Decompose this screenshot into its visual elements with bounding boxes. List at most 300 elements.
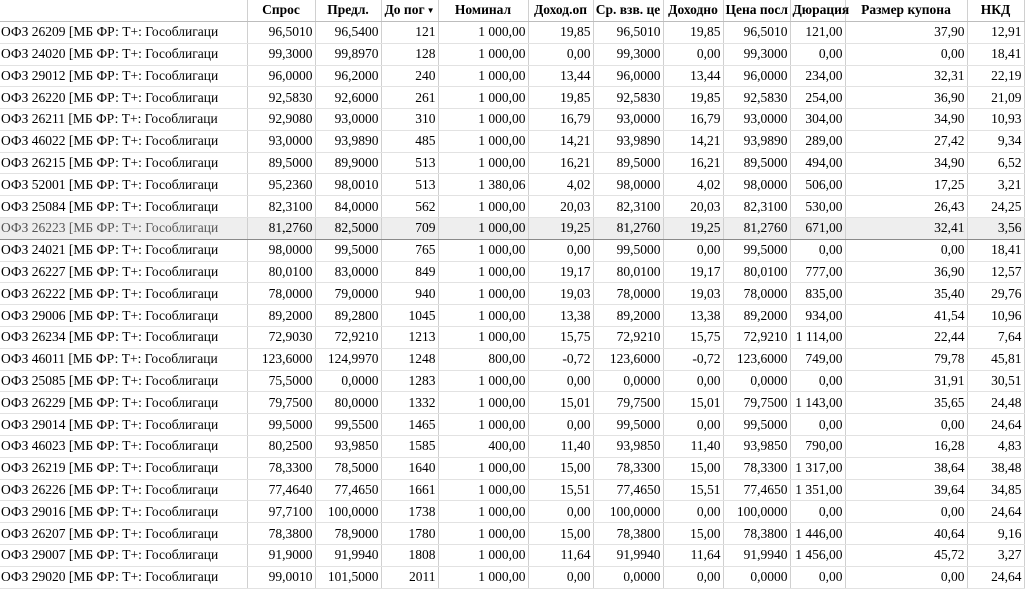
cell-yield-offer[interactable]: 0,00 [528,239,593,261]
cell-coupon-size[interactable]: 34,90 [845,109,967,131]
cell-yield[interactable]: 0,00 [663,501,723,523]
cell-yield-offer[interactable]: 11,40 [528,436,593,458]
cell-bid[interactable]: 80,0100 [247,261,315,283]
cell-offer[interactable]: 124,9970 [315,348,381,370]
cell-yield-offer[interactable]: 0,00 [528,566,593,588]
table-row[interactable] [0,239,1024,261]
column-header-weighted-avg-price[interactable]: Ср. взв. це [593,0,663,21]
cell-last-price[interactable]: 93,9890 [723,130,790,152]
cell-offer[interactable]: 77,4650 [315,479,381,501]
cell-offer[interactable]: 78,9000 [315,523,381,545]
cell-yield[interactable]: 0,00 [663,239,723,261]
cell-days-to-maturity[interactable]: 310 [381,109,438,131]
cell-nominal[interactable]: 1 000,00 [438,501,528,523]
cell-coupon-size[interactable]: 17,25 [845,174,967,196]
cell-duration[interactable]: 254,00 [790,87,845,109]
cell-accrued-interest[interactable]: 24,48 [967,392,1024,414]
cell-weighted-avg-price[interactable]: 89,2000 [593,305,663,327]
cell-yield[interactable]: 14,21 [663,130,723,152]
cell-days-to-maturity[interactable]: 1465 [381,414,438,436]
cell-nominal[interactable]: 1 000,00 [438,196,528,218]
cell-accrued-interest[interactable]: 4,83 [967,436,1024,458]
cell-name[interactable]: ОФЗ 29012 [МБ ФР: Т+: Гособлигаци [0,65,247,87]
cell-weighted-avg-price[interactable]: 93,9890 [593,130,663,152]
cell-name[interactable]: ОФЗ 29007 [МБ ФР: Т+: Гособлигаци [0,545,247,567]
cell-last-price[interactable]: 82,3100 [723,196,790,218]
cell-last-price[interactable]: 91,9940 [723,545,790,567]
cell-yield[interactable]: 19,17 [663,261,723,283]
cell-coupon-size[interactable]: 35,40 [845,283,967,305]
cell-offer[interactable]: 98,0010 [315,174,381,196]
cell-bid[interactable]: 78,3800 [247,523,315,545]
cell-name[interactable]: ОФЗ 29006 [МБ ФР: Т+: Гособлигаци [0,305,247,327]
cell-offer[interactable]: 99,8970 [315,43,381,65]
cell-name[interactable]: ОФЗ 29014 [МБ ФР: Т+: Гособлигаци [0,414,247,436]
cell-duration[interactable]: 777,00 [790,261,845,283]
cell-offer[interactable]: 91,9940 [315,545,381,567]
cell-last-price[interactable]: 96,0000 [723,65,790,87]
column-header-nominal[interactable]: Номинал [438,0,528,21]
cell-last-price[interactable]: 123,6000 [723,348,790,370]
cell-bid[interactable]: 92,5830 [247,87,315,109]
table-row[interactable] [0,218,1024,240]
table-row[interactable] [0,87,1024,109]
cell-name[interactable]: ОФЗ 26226 [МБ ФР: Т+: Гособлигаци [0,479,247,501]
cell-nominal[interactable]: 1 000,00 [438,239,528,261]
cell-yield-offer[interactable]: 19,85 [528,87,593,109]
column-header-yield[interactable]: Доходно [663,0,723,21]
cell-weighted-avg-price[interactable]: 80,0100 [593,261,663,283]
cell-offer[interactable]: 93,9890 [315,130,381,152]
column-header-offer[interactable]: Предл. [315,0,381,21]
cell-duration[interactable]: 671,00 [790,218,845,240]
cell-yield[interactable]: -0,72 [663,348,723,370]
cell-weighted-avg-price[interactable]: 78,3800 [593,523,663,545]
cell-yield[interactable]: 15,01 [663,392,723,414]
cell-accrued-interest[interactable]: 21,09 [967,87,1024,109]
cell-duration[interactable]: 494,00 [790,152,845,174]
cell-nominal[interactable]: 1 000,00 [438,130,528,152]
cell-weighted-avg-price[interactable]: 99,5000 [593,414,663,436]
cell-bid[interactable]: 91,9000 [247,545,315,567]
cell-yield-offer[interactable]: 15,51 [528,479,593,501]
cell-weighted-avg-price[interactable]: 78,0000 [593,283,663,305]
cell-last-price[interactable]: 92,5830 [723,87,790,109]
cell-last-price[interactable]: 99,5000 [723,414,790,436]
cell-yield-offer[interactable]: 14,21 [528,130,593,152]
cell-yield[interactable]: 15,75 [663,327,723,349]
cell-yield-offer[interactable]: 13,38 [528,305,593,327]
cell-coupon-size[interactable]: 39,64 [845,479,967,501]
column-header-duration[interactable]: Дюрация [790,0,845,21]
cell-coupon-size[interactable]: 22,44 [845,327,967,349]
cell-days-to-maturity[interactable]: 121 [381,21,438,43]
cell-weighted-avg-price[interactable]: 78,3300 [593,457,663,479]
cell-yield-offer[interactable]: 0,00 [528,43,593,65]
cell-yield-offer[interactable]: 19,25 [528,218,593,240]
column-header-last-price[interactable]: Цена посл [723,0,790,21]
cell-yield[interactable]: 19,85 [663,21,723,43]
cell-accrued-interest[interactable]: 10,93 [967,109,1024,131]
cell-offer[interactable]: 99,5500 [315,414,381,436]
cell-offer[interactable]: 89,2800 [315,305,381,327]
cell-offer[interactable]: 96,2000 [315,65,381,87]
cell-days-to-maturity[interactable]: 1248 [381,348,438,370]
table-row[interactable] [0,305,1024,327]
cell-offer[interactable]: 99,5000 [315,239,381,261]
cell-days-to-maturity[interactable]: 1738 [381,501,438,523]
cell-accrued-interest[interactable]: 9,16 [967,523,1024,545]
cell-nominal[interactable]: 1 000,00 [438,218,528,240]
table-row[interactable] [0,457,1024,479]
cell-yield[interactable]: 0,00 [663,566,723,588]
cell-coupon-size[interactable]: 79,78 [845,348,967,370]
cell-duration[interactable]: 1 114,00 [790,327,845,349]
cell-accrued-interest[interactable]: 24,64 [967,566,1024,588]
cell-yield-offer[interactable]: 0,00 [528,501,593,523]
cell-yield-offer[interactable]: 0,00 [528,414,593,436]
cell-nominal[interactable]: 1 000,00 [438,283,528,305]
cell-accrued-interest[interactable]: 34,85 [967,479,1024,501]
cell-last-price[interactable]: 78,3800 [723,523,790,545]
cell-duration[interactable]: 790,00 [790,436,845,458]
cell-accrued-interest[interactable]: 12,91 [967,21,1024,43]
cell-yield[interactable]: 0,00 [663,370,723,392]
cell-yield[interactable]: 0,00 [663,414,723,436]
cell-accrued-interest[interactable]: 18,41 [967,43,1024,65]
cell-accrued-interest[interactable]: 6,52 [967,152,1024,174]
cell-offer[interactable]: 78,5000 [315,457,381,479]
cell-duration[interactable]: 121,00 [790,21,845,43]
cell-days-to-maturity[interactable]: 709 [381,218,438,240]
table-row[interactable] [0,436,1024,458]
table-row[interactable] [0,21,1024,43]
cell-coupon-size[interactable]: 45,72 [845,545,967,567]
cell-accrued-interest[interactable]: 24,64 [967,414,1024,436]
cell-accrued-interest[interactable]: 29,76 [967,283,1024,305]
cell-days-to-maturity[interactable]: 940 [381,283,438,305]
cell-coupon-size[interactable]: 0,00 [845,239,967,261]
cell-days-to-maturity[interactable]: 128 [381,43,438,65]
cell-yield-offer[interactable]: 16,79 [528,109,593,131]
cell-yield-offer[interactable]: 4,02 [528,174,593,196]
cell-yield[interactable]: 11,64 [663,545,723,567]
cell-offer[interactable]: 100,0000 [315,501,381,523]
cell-coupon-size[interactable]: 26,43 [845,196,967,218]
table-row[interactable] [0,392,1024,414]
cell-offer[interactable]: 80,0000 [315,392,381,414]
cell-duration[interactable]: 934,00 [790,305,845,327]
cell-days-to-maturity[interactable]: 1283 [381,370,438,392]
cell-yield-offer[interactable]: 13,44 [528,65,593,87]
cell-days-to-maturity[interactable]: 513 [381,174,438,196]
cell-weighted-avg-price[interactable]: 96,0000 [593,65,663,87]
cell-last-price[interactable]: 93,0000 [723,109,790,131]
cell-last-price[interactable]: 78,0000 [723,283,790,305]
cell-coupon-size[interactable]: 0,00 [845,566,967,588]
cell-days-to-maturity[interactable]: 1640 [381,457,438,479]
cell-bid[interactable]: 97,7100 [247,501,315,523]
cell-offer[interactable]: 89,9000 [315,152,381,174]
cell-duration[interactable]: 0,00 [790,501,845,523]
cell-offer[interactable]: 101,5000 [315,566,381,588]
cell-name[interactable]: ОФЗ 46011 [МБ ФР: Т+: Гособлигаци [0,348,247,370]
cell-name[interactable]: ОФЗ 26207 [МБ ФР: Т+: Гособлигаци [0,523,247,545]
cell-nominal[interactable]: 1 000,00 [438,414,528,436]
table-row[interactable] [0,545,1024,567]
cell-coupon-size[interactable]: 0,00 [845,501,967,523]
cell-nominal[interactable]: 1 000,00 [438,21,528,43]
cell-weighted-avg-price[interactable]: 0,0000 [593,566,663,588]
cell-nominal[interactable]: 1 000,00 [438,392,528,414]
cell-last-price[interactable]: 99,5000 [723,239,790,261]
cell-coupon-size[interactable]: 31,91 [845,370,967,392]
cell-nominal[interactable]: 1 000,00 [438,261,528,283]
cell-bid[interactable]: 82,3100 [247,196,315,218]
cell-bid[interactable]: 99,0010 [247,566,315,588]
cell-nominal[interactable]: 1 000,00 [438,65,528,87]
cell-coupon-size[interactable]: 34,90 [845,152,967,174]
cell-days-to-maturity[interactable]: 1213 [381,327,438,349]
cell-weighted-avg-price[interactable]: 82,3100 [593,196,663,218]
column-header-accrued-interest[interactable]: НКД [967,0,1024,21]
cell-weighted-avg-price[interactable]: 77,4650 [593,479,663,501]
cell-name[interactable]: ОФЗ 26215 [МБ ФР: Т+: Гособлигаци [0,152,247,174]
cell-duration[interactable]: 234,00 [790,65,845,87]
cell-name[interactable]: ОФЗ 25084 [МБ ФР: Т+: Гособлигаци [0,196,247,218]
cell-weighted-avg-price[interactable]: 79,7500 [593,392,663,414]
cell-nominal[interactable]: 1 000,00 [438,152,528,174]
cell-duration[interactable]: 0,00 [790,566,845,588]
table-row[interactable] [0,370,1024,392]
cell-bid[interactable]: 79,7500 [247,392,315,414]
cell-weighted-avg-price[interactable]: 92,5830 [593,87,663,109]
cell-last-price[interactable]: 79,7500 [723,392,790,414]
column-header-yield-offer[interactable]: Доход.оп [528,0,593,21]
column-header-days-to-maturity[interactable] [381,0,438,21]
cell-nominal[interactable]: 1 000,00 [438,523,528,545]
cell-coupon-size[interactable]: 0,00 [845,43,967,65]
cell-bid[interactable]: 93,0000 [247,130,315,152]
cell-duration[interactable]: 506,00 [790,174,845,196]
cell-last-price[interactable]: 78,3300 [723,457,790,479]
cell-days-to-maturity[interactable]: 513 [381,152,438,174]
cell-bid[interactable]: 123,6000 [247,348,315,370]
cell-coupon-size[interactable]: 36,90 [845,261,967,283]
cell-yield-offer[interactable]: 15,75 [528,327,593,349]
table-row[interactable] [0,196,1024,218]
cell-yield-offer[interactable]: 19,85 [528,21,593,43]
cell-days-to-maturity[interactable]: 261 [381,87,438,109]
cell-yield-offer[interactable]: 0,00 [528,370,593,392]
cell-coupon-size[interactable]: 16,28 [845,436,967,458]
cell-days-to-maturity[interactable]: 1045 [381,305,438,327]
cell-last-price[interactable]: 89,5000 [723,152,790,174]
cell-accrued-interest[interactable]: 24,25 [967,196,1024,218]
cell-duration[interactable]: 749,00 [790,348,845,370]
cell-bid[interactable]: 81,2760 [247,218,315,240]
cell-yield[interactable]: 11,40 [663,436,723,458]
cell-duration[interactable]: 530,00 [790,196,845,218]
cell-name[interactable]: ОФЗ 46022 [МБ ФР: Т+: Гособлигаци [0,130,247,152]
cell-coupon-size[interactable]: 27,42 [845,130,967,152]
cell-days-to-maturity[interactable]: 1332 [381,392,438,414]
cell-offer[interactable]: 82,5000 [315,218,381,240]
cell-yield-offer[interactable]: 15,00 [528,457,593,479]
cell-last-price[interactable]: 89,2000 [723,305,790,327]
cell-name[interactable]: ОФЗ 26222 [МБ ФР: Т+: Гособлигаци [0,283,247,305]
cell-last-price[interactable]: 100,0000 [723,501,790,523]
cell-yield-offer[interactable]: -0,72 [528,348,593,370]
cell-days-to-maturity[interactable]: 1780 [381,523,438,545]
cell-days-to-maturity[interactable]: 765 [381,239,438,261]
cell-coupon-size[interactable]: 35,65 [845,392,967,414]
column-header-bid[interactable]: Спрос [247,0,315,21]
cell-name[interactable]: ОФЗ 26234 [МБ ФР: Т+: Гособлигаци [0,327,247,349]
cell-yield[interactable]: 16,79 [663,109,723,131]
cell-days-to-maturity[interactable]: 1808 [381,545,438,567]
cell-yield-offer[interactable]: 20,03 [528,196,593,218]
cell-coupon-size[interactable]: 38,64 [845,457,967,479]
cell-bid[interactable]: 89,2000 [247,305,315,327]
cell-bid[interactable]: 96,0000 [247,65,315,87]
cell-duration[interactable]: 0,00 [790,414,845,436]
cell-name[interactable]: ОФЗ 26227 [МБ ФР: Т+: Гособлигаци [0,261,247,283]
cell-yield[interactable]: 15,00 [663,457,723,479]
cell-nominal[interactable]: 1 000,00 [438,87,528,109]
cell-offer[interactable]: 0,0000 [315,370,381,392]
table-row[interactable] [0,479,1024,501]
cell-weighted-avg-price[interactable]: 72,9210 [593,327,663,349]
cell-name[interactable]: ОФЗ 29016 [МБ ФР: Т+: Гособлигаци [0,501,247,523]
cell-accrued-interest[interactable]: 3,27 [967,545,1024,567]
cell-bid[interactable]: 95,2360 [247,174,315,196]
cell-yield-offer[interactable]: 19,03 [528,283,593,305]
cell-nominal[interactable]: 1 000,00 [438,566,528,588]
dropdown-arrow-icon[interactable]: ▼ [426,5,435,15]
cell-bid[interactable]: 98,0000 [247,239,315,261]
table-row[interactable] [0,174,1024,196]
cell-coupon-size[interactable]: 41,54 [845,305,967,327]
cell-name[interactable]: ОФЗ 46023 [МБ ФР: Т+: Гособлигаци [0,436,247,458]
cell-duration[interactable]: 0,00 [790,239,845,261]
cell-offer[interactable]: 96,5400 [315,21,381,43]
cell-days-to-maturity[interactable]: 849 [381,261,438,283]
cell-name[interactable]: ОФЗ 26219 [МБ ФР: Т+: Гособлигаци [0,457,247,479]
cell-name[interactable]: ОФЗ 26223 [МБ ФР: Т+: Гособлигаци [0,218,247,240]
cell-bid[interactable]: 96,5010 [247,21,315,43]
cell-offer[interactable]: 93,0000 [315,109,381,131]
cell-last-price[interactable]: 98,0000 [723,174,790,196]
cell-yield[interactable]: 13,38 [663,305,723,327]
cell-last-price[interactable]: 93,9850 [723,436,790,458]
cell-nominal[interactable]: 400,00 [438,436,528,458]
cell-bid[interactable]: 92,9080 [247,109,315,131]
cell-accrued-interest[interactable]: 7,64 [967,327,1024,349]
cell-nominal[interactable]: 1 000,00 [438,327,528,349]
cell-accrued-interest[interactable]: 22,19 [967,65,1024,87]
cell-coupon-size[interactable]: 37,90 [845,21,967,43]
cell-accrued-interest[interactable]: 18,41 [967,239,1024,261]
cell-name[interactable]: ОФЗ 26229 [МБ ФР: Т+: Гособлигаци [0,392,247,414]
cell-yield[interactable]: 19,03 [663,283,723,305]
cell-nominal[interactable]: 1 000,00 [438,370,528,392]
cell-bid[interactable]: 75,5000 [247,370,315,392]
cell-nominal[interactable]: 1 000,00 [438,305,528,327]
cell-duration[interactable]: 304,00 [790,109,845,131]
table-row[interactable] [0,501,1024,523]
cell-name[interactable]: ОФЗ 52001 [МБ ФР: Т+: Гособлигаци [0,174,247,196]
table-row[interactable] [0,261,1024,283]
cell-weighted-avg-price[interactable]: 100,0000 [593,501,663,523]
cell-weighted-avg-price[interactable]: 93,0000 [593,109,663,131]
cell-offer[interactable]: 84,0000 [315,196,381,218]
cell-days-to-maturity[interactable]: 1661 [381,479,438,501]
cell-days-to-maturity[interactable]: 485 [381,130,438,152]
cell-yield[interactable]: 4,02 [663,174,723,196]
cell-name[interactable]: ОФЗ 26220 [МБ ФР: Т+: Гособлигаци [0,87,247,109]
cell-weighted-avg-price[interactable]: 99,3000 [593,43,663,65]
cell-offer[interactable]: 72,9210 [315,327,381,349]
cell-duration[interactable]: 1 351,00 [790,479,845,501]
cell-nominal[interactable]: 1 000,00 [438,109,528,131]
cell-yield[interactable]: 15,00 [663,523,723,545]
cell-last-price[interactable]: 0,0000 [723,370,790,392]
cell-yield-offer[interactable]: 15,00 [528,523,593,545]
cell-offer[interactable]: 92,6000 [315,87,381,109]
cell-yield[interactable]: 19,85 [663,87,723,109]
cell-weighted-avg-price[interactable]: 99,5000 [593,239,663,261]
cell-duration[interactable]: 1 143,00 [790,392,845,414]
table-row[interactable] [0,414,1024,436]
cell-offer[interactable]: 83,0000 [315,261,381,283]
cell-name[interactable]: ОФЗ 25085 [МБ ФР: Т+: Гособлигаци [0,370,247,392]
cell-bid[interactable]: 99,5000 [247,414,315,436]
cell-nominal[interactable]: 1 000,00 [438,545,528,567]
cell-duration[interactable]: 1 456,00 [790,545,845,567]
cell-yield[interactable]: 16,21 [663,152,723,174]
cell-weighted-avg-price[interactable]: 93,9850 [593,436,663,458]
cell-accrued-interest[interactable]: 3,21 [967,174,1024,196]
cell-weighted-avg-price[interactable]: 81,2760 [593,218,663,240]
table-row[interactable] [0,130,1024,152]
cell-yield[interactable]: 0,00 [663,43,723,65]
cell-accrued-interest[interactable]: 12,57 [967,261,1024,283]
cell-duration[interactable]: 289,00 [790,130,845,152]
cell-yield[interactable]: 19,25 [663,218,723,240]
table-row[interactable] [0,65,1024,87]
cell-last-price[interactable]: 80,0100 [723,261,790,283]
cell-last-price[interactable]: 81,2760 [723,218,790,240]
cell-accrued-interest[interactable]: 30,51 [967,370,1024,392]
cell-yield-offer[interactable]: 16,21 [528,152,593,174]
cell-offer[interactable]: 79,0000 [315,283,381,305]
cell-accrued-interest[interactable]: 24,64 [967,501,1024,523]
cell-coupon-size[interactable]: 40,64 [845,523,967,545]
cell-name[interactable]: ОФЗ 24021 [МБ ФР: Т+: Гособлигаци [0,239,247,261]
cell-accrued-interest[interactable]: 38,48 [967,457,1024,479]
table-row[interactable] [0,566,1024,588]
cell-days-to-maturity[interactable]: 2011 [381,566,438,588]
cell-bid[interactable]: 78,3300 [247,457,315,479]
table-row[interactable] [0,43,1024,65]
column-header-coupon-size[interactable]: Размер купона [845,0,967,21]
table-row[interactable] [0,152,1024,174]
cell-name[interactable]: ОФЗ 24020 [МБ ФР: Т+: Гособлигаци [0,43,247,65]
cell-coupon-size[interactable]: 0,00 [845,414,967,436]
cell-coupon-size[interactable]: 32,31 [845,65,967,87]
cell-accrued-interest[interactable]: 10,96 [967,305,1024,327]
